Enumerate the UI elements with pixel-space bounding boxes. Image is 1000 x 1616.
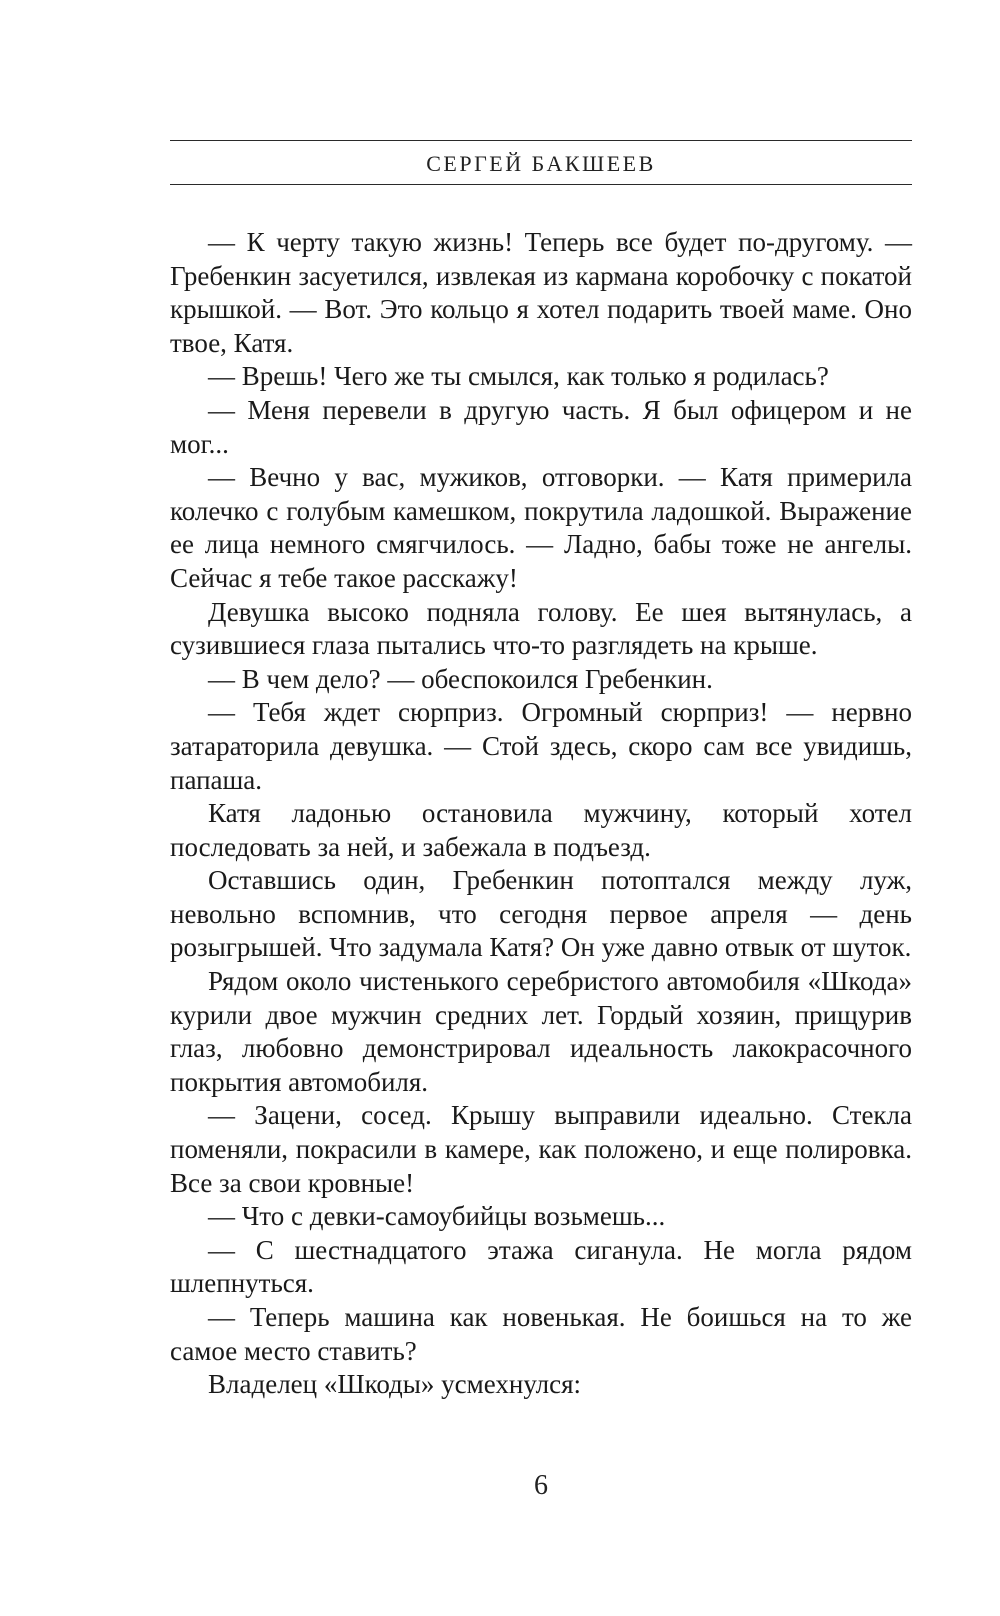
paragraph: Рядом около чистенького серебристого автомобиля «Шкода» курили двое мужчин средних лет. Гордый хозяин, прищурив глаз, любовно демонстрировал идеальность лакокрасочного покрытия автомобиля.: [170, 966, 912, 1097]
paragraph: — Меня перевели в другую часть. Я был офицером и не мог...: [170, 394, 912, 459]
paragraph: — К черту такую жизнь! Теперь все будет по-другому. — Гребенкин засуетился, извлекая из кармана коробочку с покатой крышкой. — Вот. Это кольцо я хотел подарить твоей маме. Оно твое, Катя.: [170, 227, 912, 358]
header-rule-bottom: [170, 184, 912, 185]
paragraph: — С шестнадцатого этажа сиганула. Не могла рядом шлепнуться.: [170, 1234, 912, 1299]
paragraph: Владелец «Шкоды» усмехнулся:: [208, 1369, 582, 1400]
running-head: СЕРГЕЙ БАКШЕЕВ: [426, 151, 656, 176]
paragraph: — В чем дело? — обеспокоился Гребенкин.: [208, 663, 713, 694]
paragraph: Катя ладонью остановила мужчину, который хотел последовать за ней, и забежала в подъезд.: [170, 798, 912, 862]
paragraph: — Вечно у вас, мужиков, отговорки. — Катя примерила колечко с голубым камешком, покрутила ладошкой. Выражение ее лица немного смягчилось. — Ладно, бабы тоже не ангелы. Сейчас я тебе такое расскажу!: [170, 462, 912, 593]
paragraph: — Зацени, сосед. Крышу выправили идеально. Стекла поменяли, покрасили в камере, как положено, и еще полировка. Все за свои кровные!: [170, 1100, 912, 1198]
body-text: [170, 226, 912, 1402]
paragraph: Девушка высоко подняла голову. Ее шея вытянулась, а сузившиеся глаза пытались что-то разглядеть на крыше.: [170, 596, 912, 661]
paragraph: — Теперь машина как новенькая. Не боишься на то же самое место ставить?: [170, 1302, 912, 1366]
header-rule-top: [170, 140, 912, 141]
page-number: 6: [534, 1470, 548, 1501]
paragraph: — Тебя ждет сюрприз. Огромный сюрприз! — нервно затараторила девушка. — Стой здесь, скоро сам все увидишь, папаша.: [170, 697, 912, 795]
paragraph: — Врешь! Чего же ты смылся, как только я родилась?: [208, 361, 829, 392]
paragraph: Оставшись один, Гребенкин потоптался между луж, невольно вспомнив, что сегодня первое апреля — день розыгрышей. Что задумала Катя? Он уже давно отвык от шуток.: [170, 865, 912, 963]
paragraph: — Что с девки-самоубийцы возьмешь...: [208, 1201, 666, 1232]
